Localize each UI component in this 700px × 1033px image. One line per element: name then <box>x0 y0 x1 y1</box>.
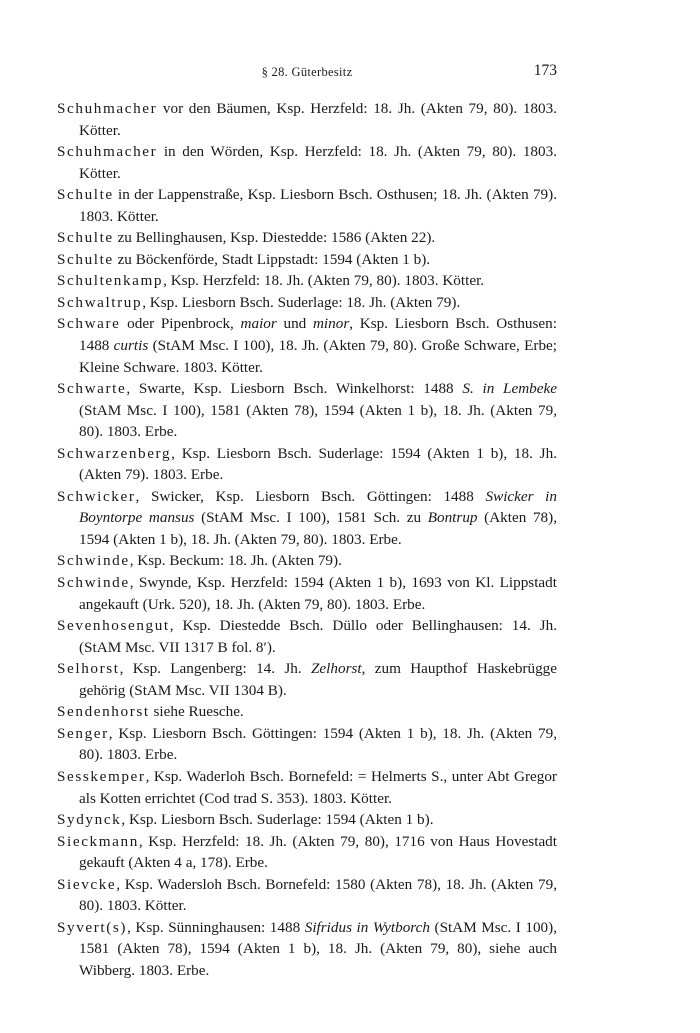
entry-name: Sydynck <box>57 811 122 829</box>
entry-name: Schultenkamp <box>57 272 164 290</box>
list-item <box>57 486 557 551</box>
entry-name: Schwarzenberg <box>57 444 172 462</box>
entry-text: , Swicker, Ksp. Liesborn Bsch. Göttingen: 1488 <box>135 487 486 505</box>
list-item <box>57 658 557 701</box>
entry-text: , Ksp. Liesborn Bsch. Suderlage: 18. Jh. (Akten 79). <box>142 293 461 311</box>
list-item <box>57 313 557 378</box>
entry-name: Schwarte <box>57 380 127 398</box>
entry-name: Sesskemper <box>57 767 146 785</box>
entry-name: Schulte <box>57 229 114 247</box>
running-header <box>57 62 557 84</box>
entry-text: , Ksp. Herzfeld: 18. Jh. (Akten 79, 80). 1803. Kötter. <box>163 272 485 290</box>
entry-text: , Ksp. Sünninghausen: 1488 <box>127 918 305 936</box>
entry-text: in der Lappenstraße, Ksp. Liesborn Bsch. Osthusen; 18. Jh. (Akten 79). 1803. Kötter. <box>79 186 557 225</box>
entry-text: (StAM Msc. I 100), 1581 (Akten 78), 1594 (Akten 1 b), 18. Jh. (Akten 79, 80), siehe auch Wibberg. 1803. Erbe. <box>79 918 558 979</box>
entry-text: , Swynde, Ksp. Herzfeld: 1594 (Akten 1 b), 1693 von Kl. Lippstadt angekauft (Urk. 520), 18. Jh. (Akten 79, 80). 1803. Erbe. <box>79 574 557 613</box>
entry-italic-text: Zelhorst <box>310 660 362 678</box>
entry-name: Schware <box>57 315 121 333</box>
list-item <box>57 615 557 658</box>
list-item <box>57 766 557 809</box>
list-item <box>57 831 557 874</box>
entry-name: Sievcke <box>57 875 117 893</box>
entry-text: , Swarte, Ksp. Liesborn Bsch. Winkelhorst: 1488 <box>126 380 463 398</box>
entry-name: Schulte <box>57 250 114 268</box>
list-item <box>57 98 557 141</box>
list-item <box>57 917 557 982</box>
entry-text: (StAM Msc. I 100), 1581 Sch. zu <box>194 509 428 527</box>
entry-italic-text: maior <box>240 315 277 333</box>
entry-name: Schwicker <box>57 487 136 505</box>
entry-text: (StAM Msc. I 100), 18. Jh. (Akten 79, 80). Große Schware, Erbe; Kleine Schware. 1803. Kötter. <box>79 337 557 376</box>
entry-name: Schulte <box>57 186 114 204</box>
page-number: 173 <box>533 62 557 79</box>
entry-name: Senger <box>57 724 109 742</box>
entry-italic-text: Swicker in Boyntorpe mansus <box>79 487 557 527</box>
list-item <box>57 550 557 572</box>
list-item <box>57 184 557 227</box>
entry-name: Schuhmacher <box>57 143 158 161</box>
entry-text: (StAM Msc. I 100), 1581 (Akten 78), 1594 (Akten 1 b), 18. Jh. (Akten 79, 80). 1803. Erbe. <box>79 401 557 441</box>
list-item <box>57 874 557 917</box>
entry-italic-text: curtis <box>113 337 149 355</box>
list-item <box>57 141 557 184</box>
list-item <box>57 809 557 831</box>
entry-text: zu Bellinghausen, Ksp. Diestedde: 1586 (Akten 22). <box>113 229 436 247</box>
section-title: § 28. Güterbesitz <box>261 65 353 79</box>
entry-text: , Ksp. Waderloh Bsch. Bornefeld: = Helmerts S., unter Abt Gregor als Kotten errichtet (Cod trad S. 353). 1803. Kötter. <box>79 767 557 807</box>
list-item <box>57 443 557 486</box>
entry-text: siehe Ruesche. <box>149 703 244 721</box>
entry-text: , Ksp. Wadersloh Bsch. Bornefeld: 1580 (Akten 78), 18. Jh. (Akten 79, 80). 1803. Kötter. <box>79 875 557 915</box>
list-item <box>57 227 557 249</box>
entry-text: und <box>276 315 313 333</box>
entry-text: , Ksp. Langenberg: 14. Jh. <box>119 660 311 678</box>
entry-name: Selhorst <box>57 660 120 678</box>
entry-name: Syvert(s) <box>57 918 128 936</box>
entry-text: , Ksp. Diestedde Bsch. Düllo oder Bellinghausen: 14. Jh. (StAM Msc. VII 1317 B fol. 8′). <box>79 617 557 656</box>
entry-text: vor den Bäumen, Ksp. Herzfeld: 18. Jh. (Akten 79, 80). 1803. Kötter. <box>79 100 557 139</box>
entry-italic-text: S. in Lembeke <box>462 380 557 398</box>
entry-name: Schwinde <box>57 574 130 592</box>
list-item <box>57 249 557 271</box>
entry-list <box>57 98 557 981</box>
entry-text: , Ksp. Liesborn Bsch. Göttingen: 1594 (Akten 1 b), 18. Jh. (Akten 79, 80). 1803. Erbe. <box>79 724 557 764</box>
entry-text: oder Pipenbrock, <box>120 315 241 333</box>
list-item <box>57 378 557 443</box>
list-item <box>57 723 557 766</box>
entry-text: , Ksp. Herzfeld: 18. Jh. (Akten 79, 80), 1716 von Haus Hovestadt gekauft (Akten 4 a, 178). Erbe. <box>79 832 557 872</box>
entry-name: Schwinde <box>57 552 130 570</box>
entry-text: in den Wörden, Ksp. Herzfeld: 18. Jh. (Akten 79, 80). 1803. Kötter. <box>79 143 557 182</box>
entry-italic-text: minor <box>312 315 350 333</box>
list-item <box>57 270 557 292</box>
entry-text: , Ksp. Liesborn Bsch. Suderlage: 1594 (Akten 1 b), 18. Jh. (Akten 79). 1803. Erbe. <box>79 444 557 484</box>
list-item <box>57 292 557 314</box>
entry-name: Sendenhorst <box>57 703 150 721</box>
entry-name: Schuhmacher <box>57 100 158 117</box>
entry-name: Sevenhosengut <box>57 617 170 635</box>
entry-italic-text: Bontrup <box>427 509 478 527</box>
list-item <box>57 701 557 723</box>
entry-text: , zum Haupthof Haskebrügge gehörig (StAM Msc. VII 1304 B). <box>79 660 557 699</box>
entry-text: zu Böckenförde, Stadt Lippstadt: 1594 (Akten 1 b). <box>113 250 431 268</box>
list-item <box>57 572 557 615</box>
entry-text: , Ksp. Liesborn Bsch. Suderlage: 1594 (Akten 1 b). <box>121 811 434 829</box>
entry-name: Sieckmann <box>57 832 139 850</box>
entry-text: , Ksp. Beckum: 18. Jh. (Akten 79). <box>129 552 342 570</box>
entry-text: , Ksp. Liesborn Bsch. Osthusen: 1488 <box>79 315 557 355</box>
entry-text: (Akten 78), 1594 (Akten 1 b), 18. Jh. (Akten 79, 80). 1803. Erbe. <box>79 509 558 548</box>
entry-italic-text: Sifridus in Wytborch <box>304 918 430 936</box>
entry-name: Schwaltrup <box>57 293 143 311</box>
